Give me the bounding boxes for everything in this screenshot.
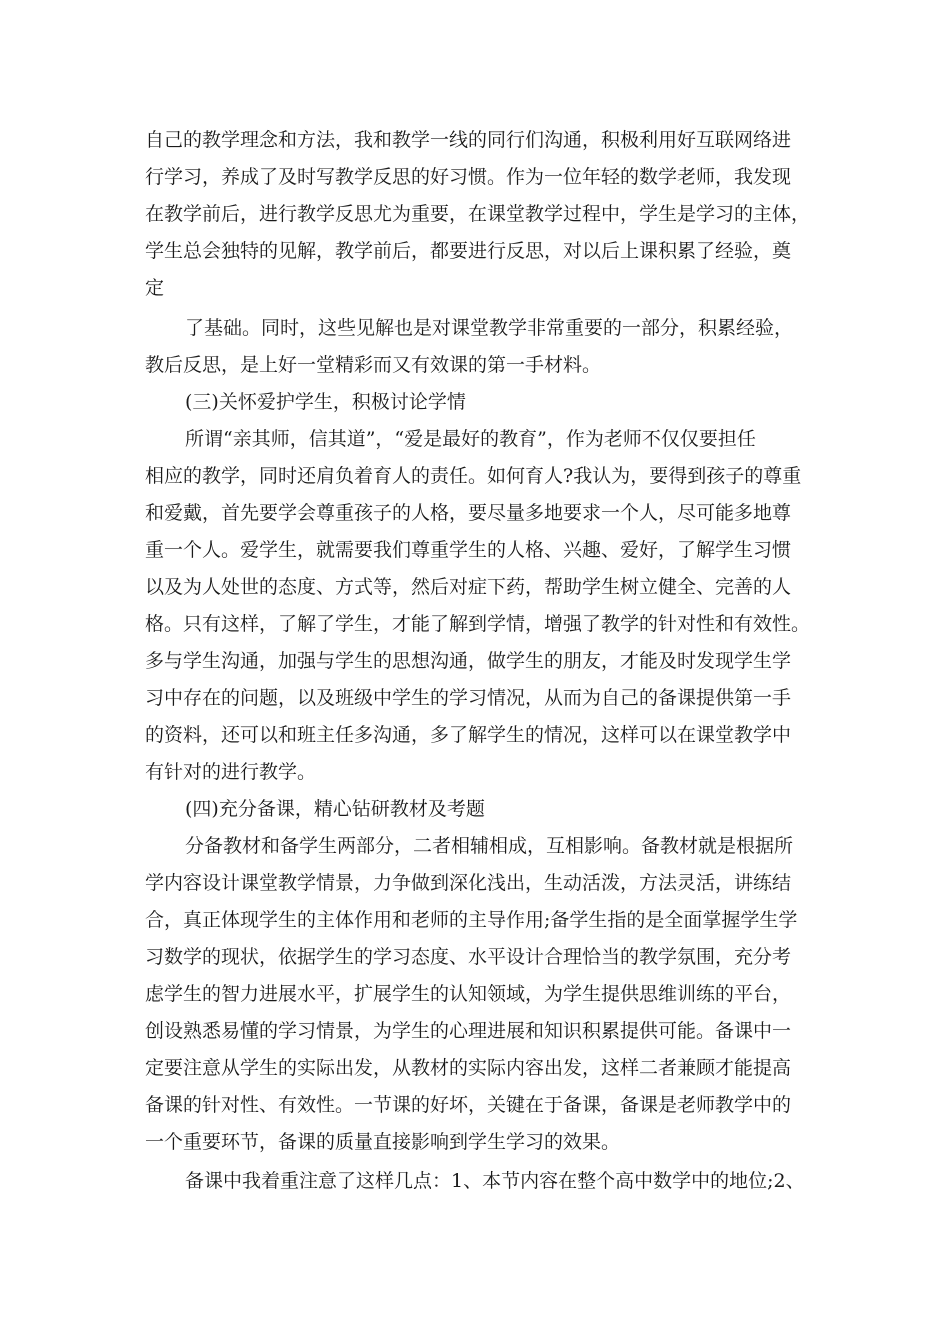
section-heading: (四)充分备课，精心钻研教材及考题 [185,798,485,820]
text-line: 教后反思，是上好一堂精彩而又有效课的第一手材料。 [145,354,602,376]
text-line: 虑学生的智力进展水平，扩展学生的认知领域，为学生提供思维训练的平台， [145,983,792,1005]
text-line: 自己的教学理念和方法，我和教学一线的同行们沟通，积极利用好互联网络进 [145,129,792,151]
text-line: 多与学生沟通，加强与学生的思想沟通，做学生的朋友，才能及时发现学生学 [145,650,792,672]
text-line: 的资料，还可以和班主任多沟通，多了解学生的情况，这样可以在课堂教学中 [145,724,792,746]
text-line: 在教学前后，进行教学反思尤为重要，在课堂教学过程中，学生是学习的主体， [145,203,811,225]
text-line: 分备教材和备学生两部分，二者相辅相成，互相影响。备教材就是根据所 [185,835,794,857]
text-line: 定 [145,277,165,299]
section-heading: (三)关怀爱护学生，积极讨论学情 [185,391,466,413]
text-line: 备课中我着重注意了这样几点：1、本节内容在整个高中数学中的地位;2、 [185,1170,805,1192]
text-line: 了基础。同时，这些见解也是对课堂教学非常重要的一部分，积累经验， [185,317,794,339]
text-line: 习中存在的问题，以及班级中学生的学习情况，从而为自己的备课提供第一手 [145,687,792,709]
text-line: 以及为人处世的态度、方式等，然后对症下药，帮助学生树立健全、完善的人 [145,576,792,598]
text-line: 相应的教学，同时还肩负着育人的责任。如何育人?我认为，要得到孩子的尊重 [145,465,802,487]
text-line: 所谓“亲其师，信其道”，“爱是最好的教育”，作为老师不仅仅要担任 [185,428,756,450]
text-line: 备课的针对性、有效性。一节课的好坏，关键在于备课，备课是老师教学中的 [145,1094,792,1116]
text-line: 和爱戴，首先要学会尊重孩子的人格，要尽量多地要求一个人，尽可能多地尊 [145,502,792,524]
text-line: 重一个人。爱学生，就需要我们尊重学生的人格、兴趣、爱好，了解学生习惯 [145,539,792,561]
text-line: 定要注意从学生的实际出发，从教材的实际内容出发，这样二者兼顾才能提高 [145,1057,792,1079]
text-line: 学生总会独特的见解，教学前后，都要进行反思，对以后上课积累了经验，奠 [145,240,792,262]
text-line: 学内容设计课堂教学情景，力争做到深化浅出，生动活泼，方法灵活，讲练结 [145,872,792,894]
text-line: 有针对的进行教学。 [145,761,317,783]
text-line: 合，真正体现学生的主体作用和老师的主导作用;备学生指的是全面掌握学生学 [145,909,798,931]
text-line: 格。只有这样，了解了学生，才能了解到学情，增强了教学的针对性和有效性。 [145,613,811,635]
text-line: 行学习，养成了及时写教学反思的好习惯。作为一位年轻的数学老师，我发现 [145,166,792,188]
text-line: 创设熟悉易懂的学习情景，为学生的心理进展和知识积累提供可能。备课中一 [145,1020,792,1042]
text-line: 一个重要环节，备课的质量直接影响到学生学习的效果。 [145,1131,621,1153]
text-line: 习数学的现状，依据学生的学习态度、水平设计合理恰当的教学氛围，充分考 [145,946,792,968]
